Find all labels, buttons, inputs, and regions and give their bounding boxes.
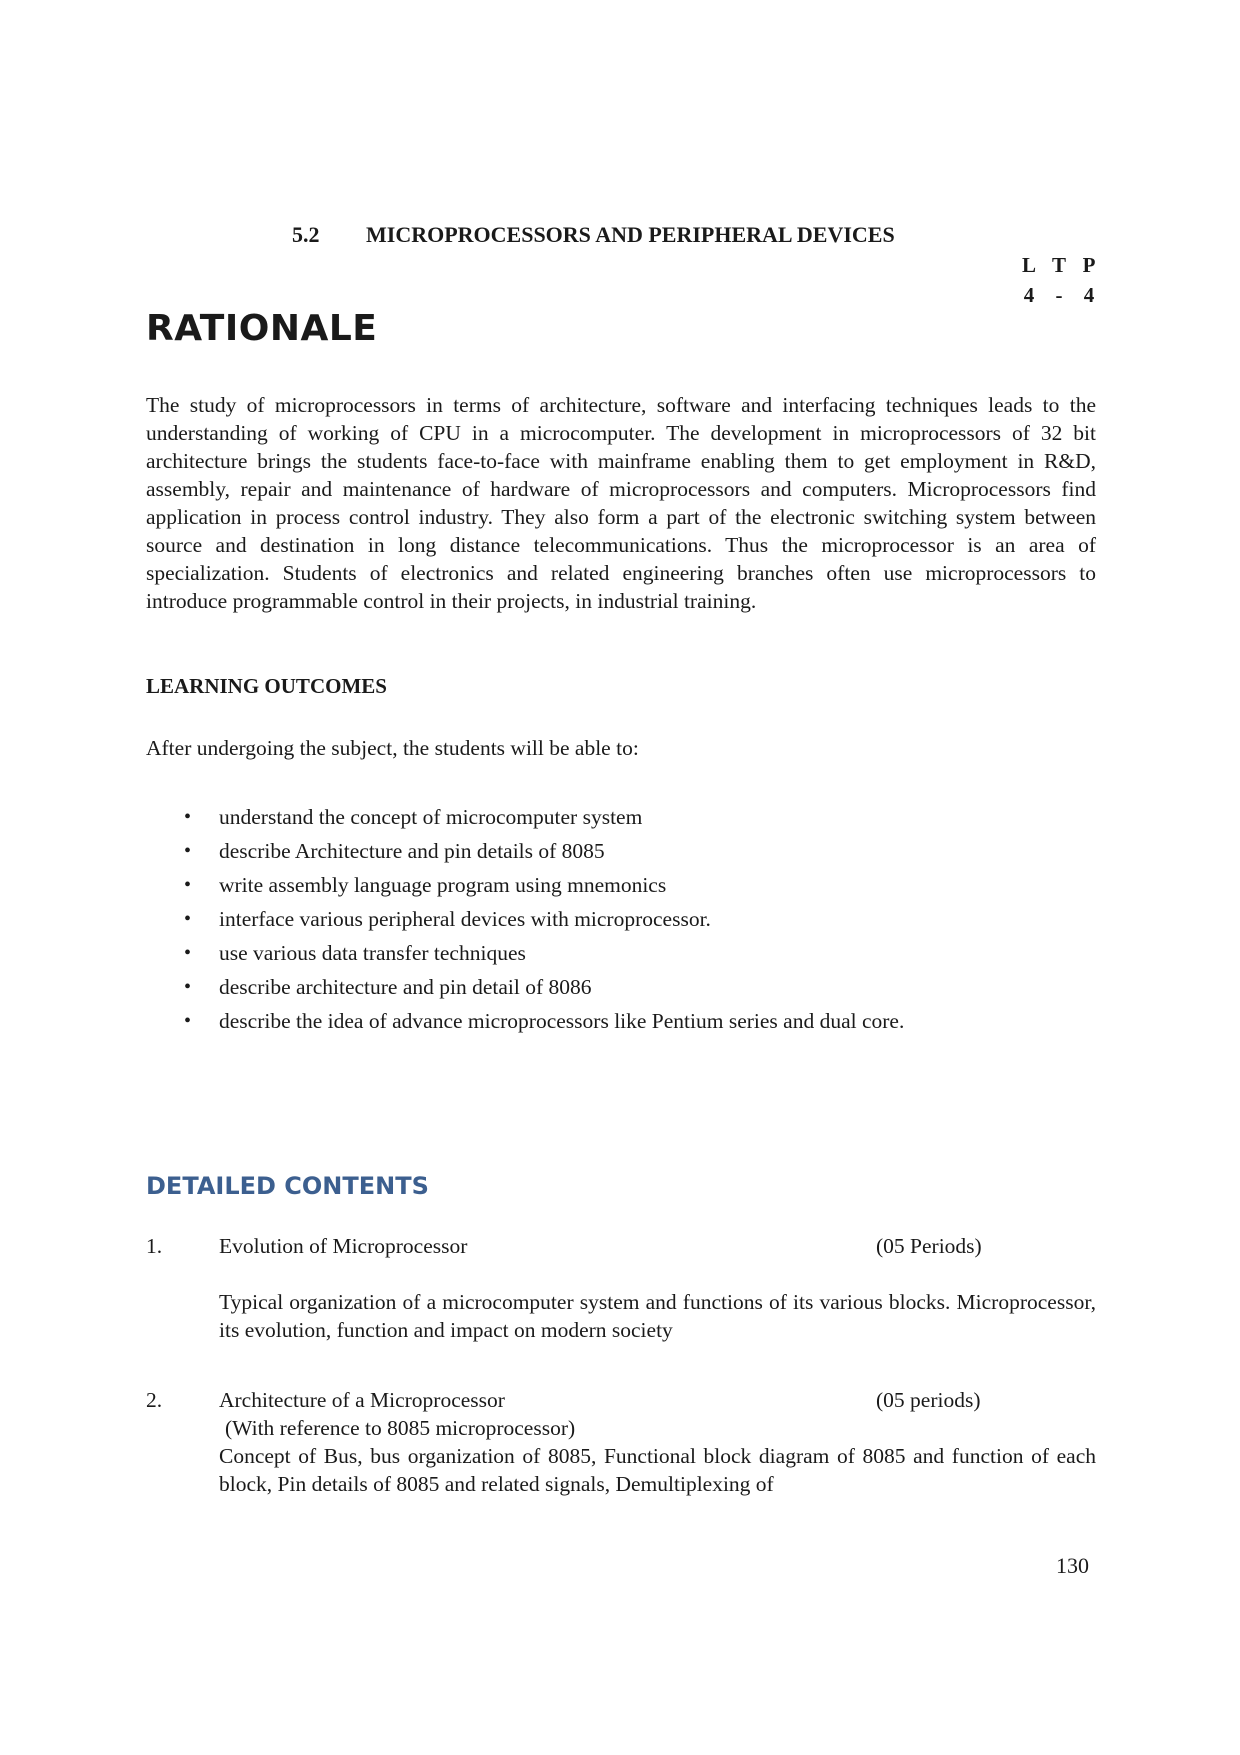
rationale-paragraph: The study of microprocessors in terms of architecture, software and interfacing techniques leads to the understanding of working of CPU in a microcomputer. The development in microprocessors of 32 bit architecture brings the students face-to-face with mainframe enabling them to get employment in R&D, assembly, repair and maintenance of hardware of microprocessors and computers. Microprocessors find application in process control industry. They also form a part of the electronic switching system between source and destination in long distance telecommunications. Thus the microprocessor is an area of specialization. Students of electronics and related engineering branches often use microprocessors to introduce programmable control in their projects, in industrial training. bbox=[146, 393, 1096, 613]
ltp-value-l: 4 bbox=[1023, 283, 1035, 307]
ltp-value-p: 4 bbox=[1083, 283, 1095, 307]
learning-outcomes-intro: After undergoing the subject, the students will be able to: bbox=[146, 736, 639, 760]
learning-outcomes-list bbox=[146, 800, 904, 1038]
unit-subtitle: (With reference to 8085 microprocessor) bbox=[225, 1416, 576, 1440]
course-title bbox=[292, 222, 895, 248]
unit-title: Evolution of Microprocessor bbox=[219, 1234, 468, 1258]
content-unit-1 bbox=[146, 1232, 1096, 1344]
ltp-value-t: - bbox=[1055, 283, 1063, 307]
ltp-label-p: P bbox=[1082, 253, 1096, 277]
ltp-labels-row bbox=[1018, 250, 1100, 280]
list-item: • use various data transfer techniques bbox=[146, 936, 904, 970]
unit-number: 1. bbox=[146, 1234, 163, 1258]
unit-title: Architecture of a Microprocessor bbox=[219, 1388, 505, 1412]
unit-description: Concept of Bus, bus organization of 8085, Functional block diagram of 8085 and function of each block, Pin details of 8085 and related signals, Demultiplexing of bbox=[219, 1444, 1096, 1496]
ltp-label-t: T bbox=[1051, 253, 1066, 277]
ltp-values-row bbox=[1018, 280, 1100, 310]
unit-header bbox=[146, 1232, 1096, 1260]
course-number: 5.2 bbox=[292, 222, 320, 247]
rationale-heading: RATIONALE bbox=[146, 308, 378, 349]
unit-periods: (05 periods) bbox=[876, 1388, 981, 1412]
ltp-table bbox=[1018, 250, 1100, 310]
list-item: • describe Architecture and pin details of 8085 bbox=[146, 834, 904, 868]
list-item: • interface various peripheral devices with microprocessor. bbox=[146, 902, 904, 936]
learning-outcomes-heading: LEARNING OUTCOMES bbox=[146, 674, 387, 698]
page-number: 130 bbox=[1056, 1553, 1089, 1578]
list-item: • understand the concept of microcomputer system bbox=[146, 800, 904, 834]
list-item: • describe the idea of advance microprocessors like Pentium series and dual core. bbox=[146, 1004, 904, 1038]
unit-header bbox=[146, 1386, 1096, 1414]
unit-periods: (05 Periods) bbox=[876, 1234, 982, 1258]
detailed-contents-heading: DETAILED CONTENTS bbox=[146, 1172, 429, 1200]
list-item: • write assembly language program using mnemonics bbox=[146, 868, 904, 902]
unit-number: 2. bbox=[146, 1388, 163, 1412]
course-name: MICROPROCESSORS AND PERIPHERAL DEVICES bbox=[366, 222, 895, 247]
ltp-label-l: L bbox=[1021, 253, 1036, 277]
content-unit-2 bbox=[146, 1386, 1096, 1498]
unit-description: Typical organization of a microcomputer system and functions of its various blocks. Microprocessor, its evolution, function and impact on modern society bbox=[219, 1290, 1096, 1342]
list-item: • describe architecture and pin detail of 8086 bbox=[146, 970, 904, 1004]
